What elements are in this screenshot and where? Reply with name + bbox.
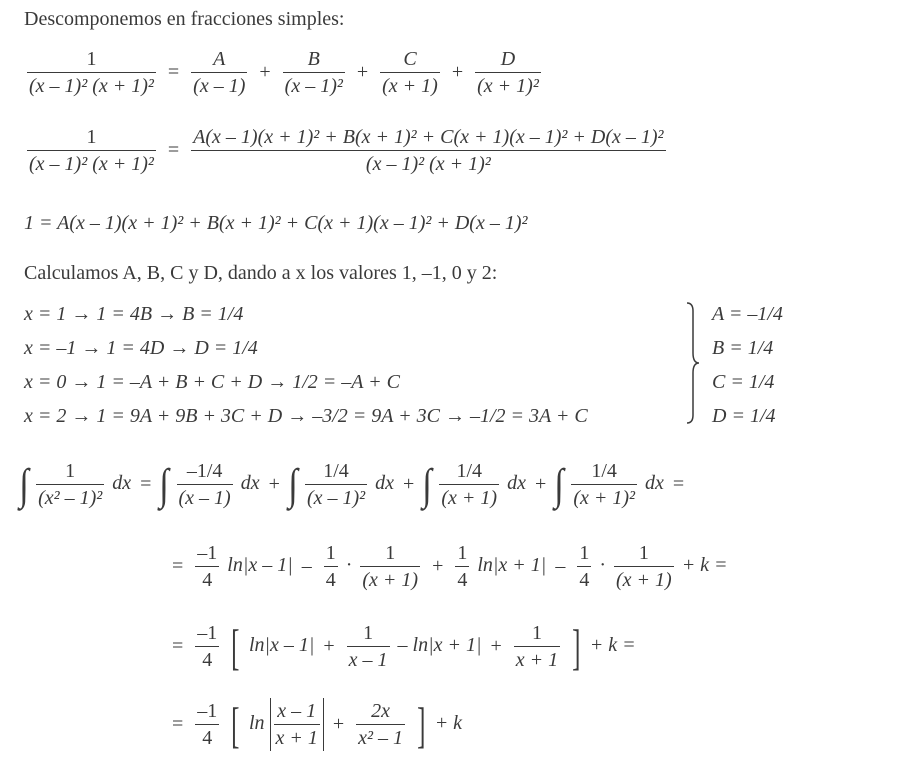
equation-numerators: 1 = A(x – 1)(x + 1)² + B(x + 1)² + C(x + 1)(x – 1)² + D(x – 1)² [24, 212, 528, 234]
integral-step-3: = $\frac{-1}{4}$ [ ln $\frac{x - 1}{x + 1}$ + $\frac{2x}{\text{x² – 1}}$ ] + k [172, 696, 463, 753]
system-row: x = –1 → 1 = 4D → D = 1/4 [24, 337, 258, 359]
system-left [24, 297, 588, 433]
integral-decomposition: ∫ $\frac{1}{\text{(x² – 1)²}}$ dx = ∫ $\frac{-1/4}{(x - 1)}$ dx + ∫ $\frac{1/4}{\text{(x – 1)²}}$ dx + ∫ $\frac{1/4}{(x + 1)}$ dx + ∫ $\frac{1/4}{\text{(x + 1)²}}$ dx = [19, 459, 685, 509]
term-a: $\frac{A}{(x - 1)}$ [193, 48, 246, 97]
rhs-fraction: $\frac{\text{A(x – 1)(x + 1)² + B(x + 1)² + C(x + 1)(x – 1)² + D(x – 1)²}}{\text{(x – 1)² (x + 1)²}}$ [193, 126, 664, 175]
system-row: x = 1 → 1 = 4B → B = 1/4 [24, 303, 244, 325]
curly-brace [683, 301, 703, 425]
lhs-fraction: $\frac{1}{\text{(x – 1)² (x + 1)²}}$ [29, 48, 154, 97]
integral-step-2: = $\frac{-1}{4}$ [ ln|x – 1| + $\frac{1}{x - 1}$ – ln|x + 1| + $\frac{1}{x + 1}$ ] + k = [172, 618, 636, 675]
integral-sign: ∫ [288, 459, 298, 509]
term-d: $\frac{D}{\text{(x + 1)²}}$ [477, 48, 539, 97]
integral-sign: ∫ [19, 459, 29, 509]
term-b: $\frac{B}{\text{(x – 1)²}}$ [284, 48, 343, 97]
integral-sign: ∫ [159, 459, 170, 509]
system-solutions: A = –1/4 B = 1/4 C = 1/4 D = 1/4 [712, 303, 783, 427]
integral-sign: ∫ [554, 459, 565, 509]
system-row: x = 2 → 1 = 9A + 9B + 3C + D → –3/2 = 9A + 3C → –1/2 = 3A + C [24, 405, 588, 427]
equation-partial-fractions: $\frac{1}{\text{(x – 1)² (x + 1)²}}$ = $\frac{A}{(x - 1)}$ + $\frac{B}{\text{(x – 1)²}}$ + $\frac{C}{(x + 1)}$ + $\frac{D}{\text{(x + 1)²}}$ [29, 48, 539, 97]
equation-common-denominator: $\frac{1}{\text{(x – 1)² (x + 1)²}}$ = $\frac{\text{A(x – 1)(x + 1)² + B(x + 1)² + C(x + 1)(x – 1)² + D(x – 1)²}}{\text{(x – 1)² (x + 1)²}}$ [29, 126, 664, 175]
intro-text: Descomponemos en fracciones simples: [24, 8, 345, 30]
integral-step-1: = $\frac{-1}{4}$ ln|x – 1| – $\frac{1}{4}$ · $\frac{1}{(x + 1)}$ + $\frac{1}{4}$ ln|x + 1| – $\frac{1}{4}$ · $\frac{1}{(x + 1)}$ + k = [172, 542, 728, 591]
integral-sign: ∫ [422, 459, 433, 509]
absolute-value: $\frac{x - 1}{x + 1}$ [270, 698, 324, 751]
calc-instruction: Calculamos A, B, C y D, dando a x los valores 1, –1, 0 y 2: [24, 262, 498, 284]
system-row: x = 0 → 1 = –A + B + C + D → 1/2 = –A + C [24, 371, 400, 393]
term-c: $\frac{C}{(x + 1)}$ [382, 48, 438, 97]
